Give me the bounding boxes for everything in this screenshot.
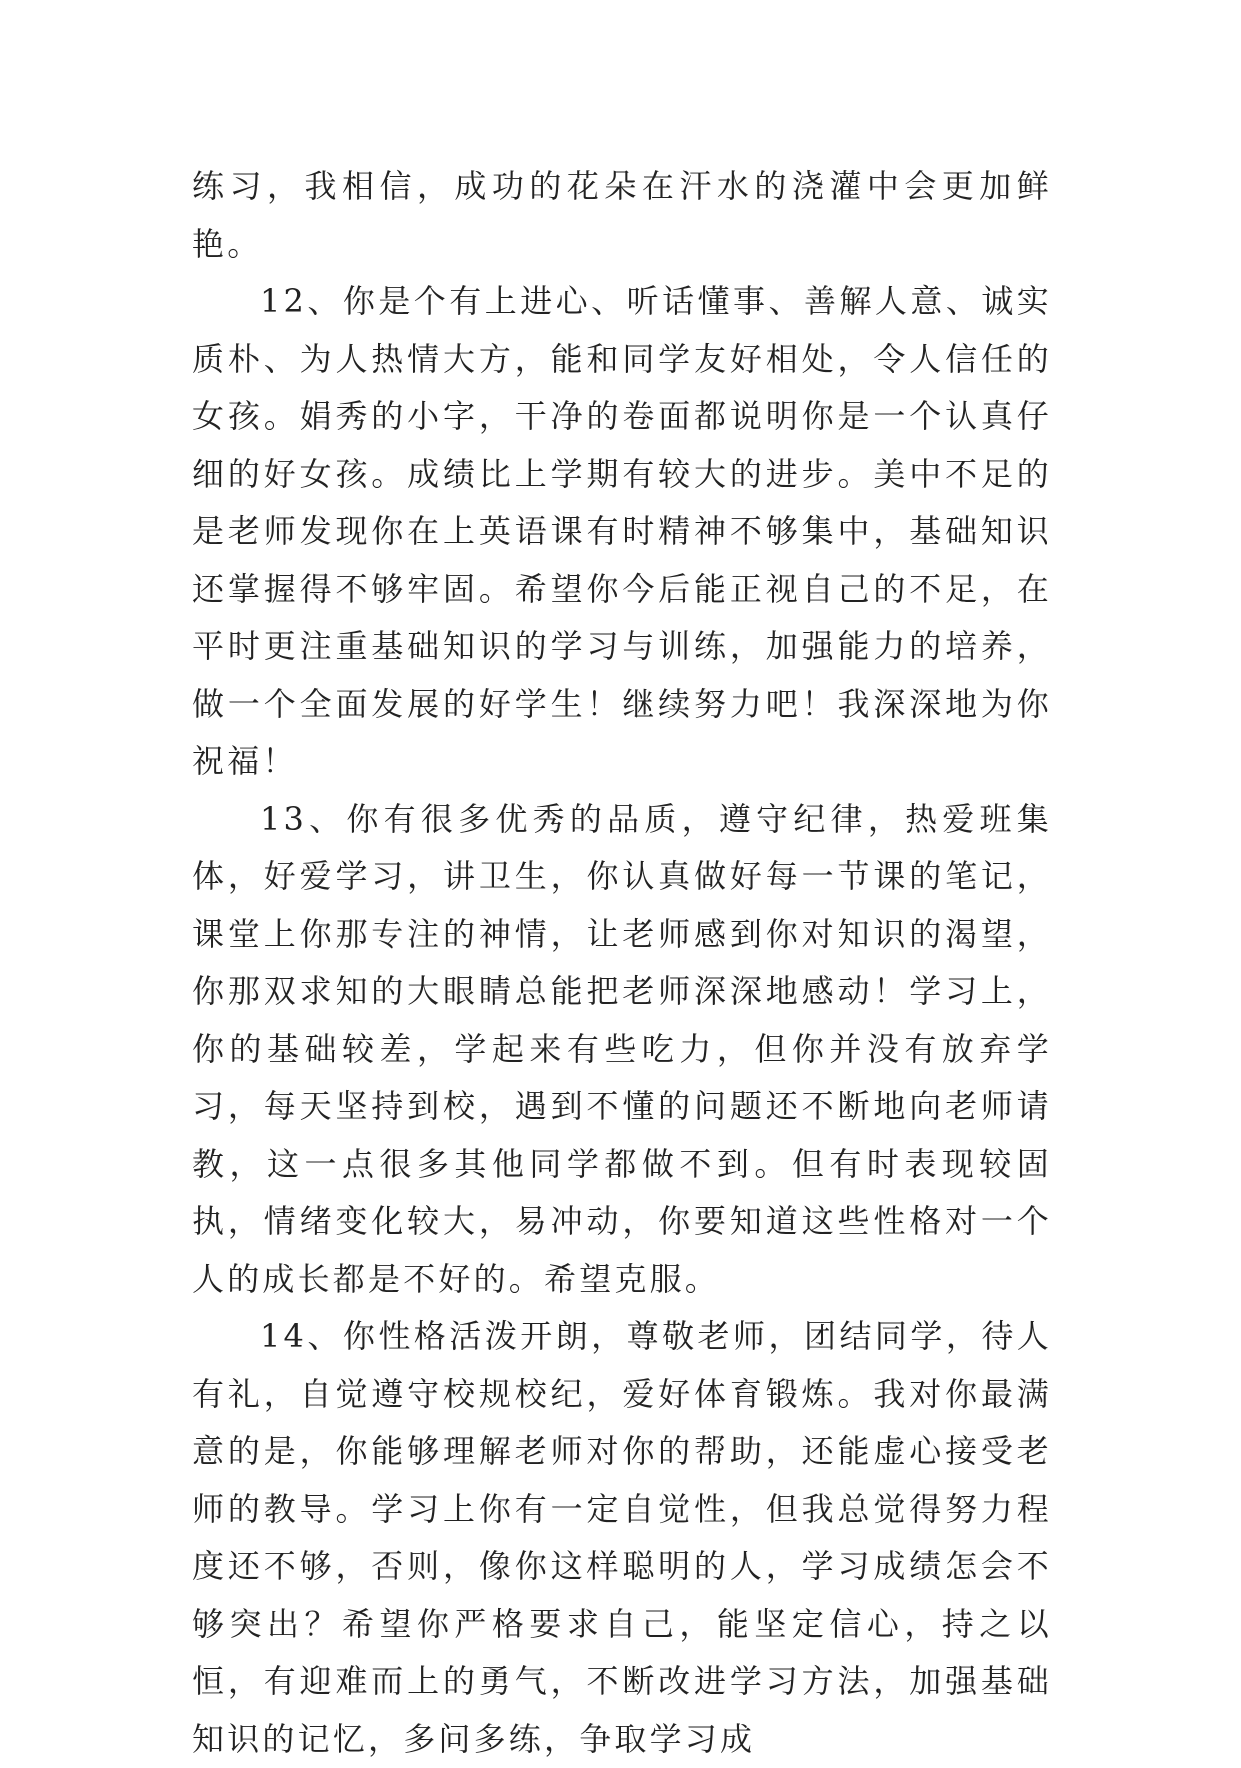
document-body [192,158,1052,1768]
paragraph-comment-14: 14、你性格活泼开朗，尊敬老师，团结同学，待人有礼，自觉遵守校规校纪，爱好体育锻炼。我对你最满意的是，你能够理解老师对你的帮助，还能虚心接受老师的教导。学习上你有一定自觉性，但我总觉得努力程度还不够，否则，像你这样聪明的人，学习成绩怎会不够突出？希望你严格要求自己，能坚定信心，持之以恒，有迎难而上的勇气，不断改进学习方法，加强基础知识的记忆，多问多练，争取学习成 [192,1317,1052,1758]
paragraph-continuation: 练习，我相信，成功的花朵在汗水的浇灌中会更加鲜艳。 [192,167,1052,263]
paragraph-comment-12: 12、你是个有上进心、听话懂事、善解人意、诚实质朴、为人热情大方，能和同学友好相处，令人信任的女孩。娟秀的小字，干净的卷面都说明你是一个认真仔细的好女孩。成绩比上学期有较大的进步。美中不足的是老师发现你在上英语课有时精神不够集中，基础知识还掌握得不够牢固。希望你今后能正视自己的不足，在平时更注重基础知识的学习与训练，加强能力的培养，做一个全面发展的好学生！继续努力吧！我深深地为你祝福！ [192,282,1052,780]
paragraph-comment-13: 13、你有很多优秀的品质，遵守纪律，热爱班集体，好爱学习，讲卫生，你认真做好每一节课的笔记，课堂上你那专注的神情，让老师感到你对知识的渴望，你那双求知的大眼睛总能把老师深深地感动！学习上，你的基础较差，学起来有些吃力，但你并没有放弃学习，每天坚持到校，遇到不懂的问题还不断地向老师请教，这一点很多其他同学都做不到。但有时表现较固执，情绪变化较大，易冲动，你要知道这些性格对一个人的成长都是不好的。希望克服。 [192,799,1052,1298]
